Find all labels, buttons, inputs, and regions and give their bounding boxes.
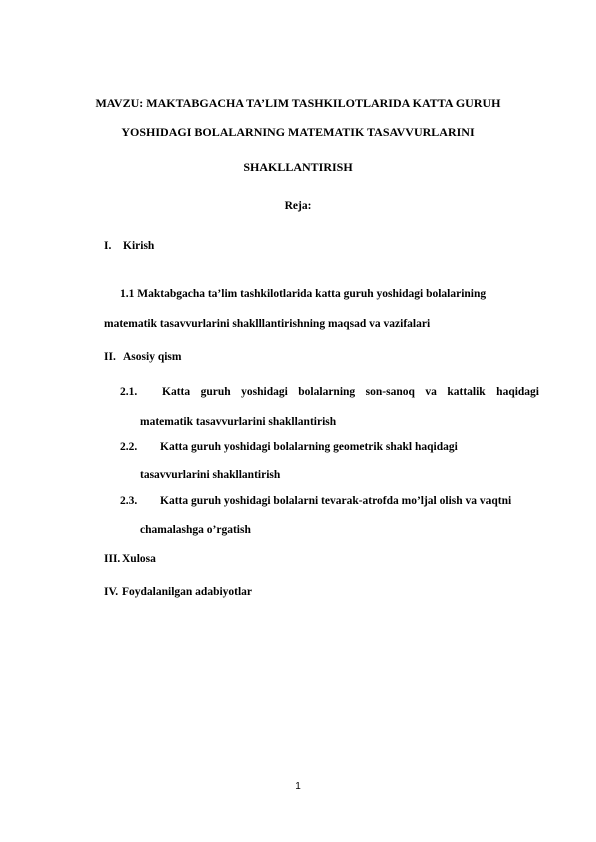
word: yoshidagi — [241, 386, 288, 398]
word: kattalik — [447, 386, 486, 398]
section-2-number: II. — [104, 351, 116, 363]
section-2-1-number: 2.1. — [120, 386, 138, 398]
word: son-sanoq — [365, 386, 415, 398]
section-2-2-line-1: Katta guruh yoshidagi bolalarning geometrik shakl haqidagi — [160, 441, 458, 453]
section-1-1-line-1: 1.1 Maktabgacha ta’lim tashkilotlarida katta guruh yoshidagi bolalarining — [120, 288, 487, 300]
word: Katta — [162, 386, 191, 398]
title-line-2: YOSHIDAGI BOLALARNING MATEMATIK TASAVVURLARINI — [121, 125, 475, 139]
section-3-label: Xulosa — [122, 553, 156, 565]
section-2-1-line-2: matematik tasavvurlarini shakllantirish — [140, 416, 337, 428]
word: haqidagi — [496, 386, 539, 398]
reja-heading: Reja: — [284, 200, 312, 212]
section-2-2-number: 2.2. — [120, 441, 138, 453]
section-1-label: Kirish — [123, 240, 155, 252]
section-3-number: III. — [104, 553, 121, 565]
word: va — [425, 386, 437, 398]
word: bolalarning — [298, 386, 356, 398]
section-1-number: I. — [104, 240, 112, 252]
section-2-1-line-1 — [162, 386, 539, 398]
section-4-label: Foydalanilgan adabiyotlar — [122, 586, 253, 598]
section-2-3-line-1: Katta guruh yoshidagi bolalarni tevarak-atrofda mo’ljal olish va vaqtni — [160, 495, 512, 507]
section-2-3-number: 2.3. — [120, 495, 138, 507]
section-2-3-line-2: chamalashga o’rgatish — [140, 524, 251, 536]
section-2-label: Asosiy qism — [123, 351, 182, 363]
title-line-1: MAVZU: MAKTABGACHA TA’LIM TASHKILOTLARIDA KATTA GURUH — [95, 96, 501, 110]
section-2-2-line-2: tasavvurlarini shakllantirish — [140, 469, 281, 481]
section-4-number: IV. — [104, 586, 119, 598]
word: guruh — [200, 386, 231, 398]
section-1-1-line-2: matematik tasavvurlarini shaklllantirishning maqsad va vazifalari — [104, 318, 431, 330]
page-number: 1 — [295, 781, 301, 792]
title-line-3: SHAKLLANTIRISH — [243, 160, 353, 174]
